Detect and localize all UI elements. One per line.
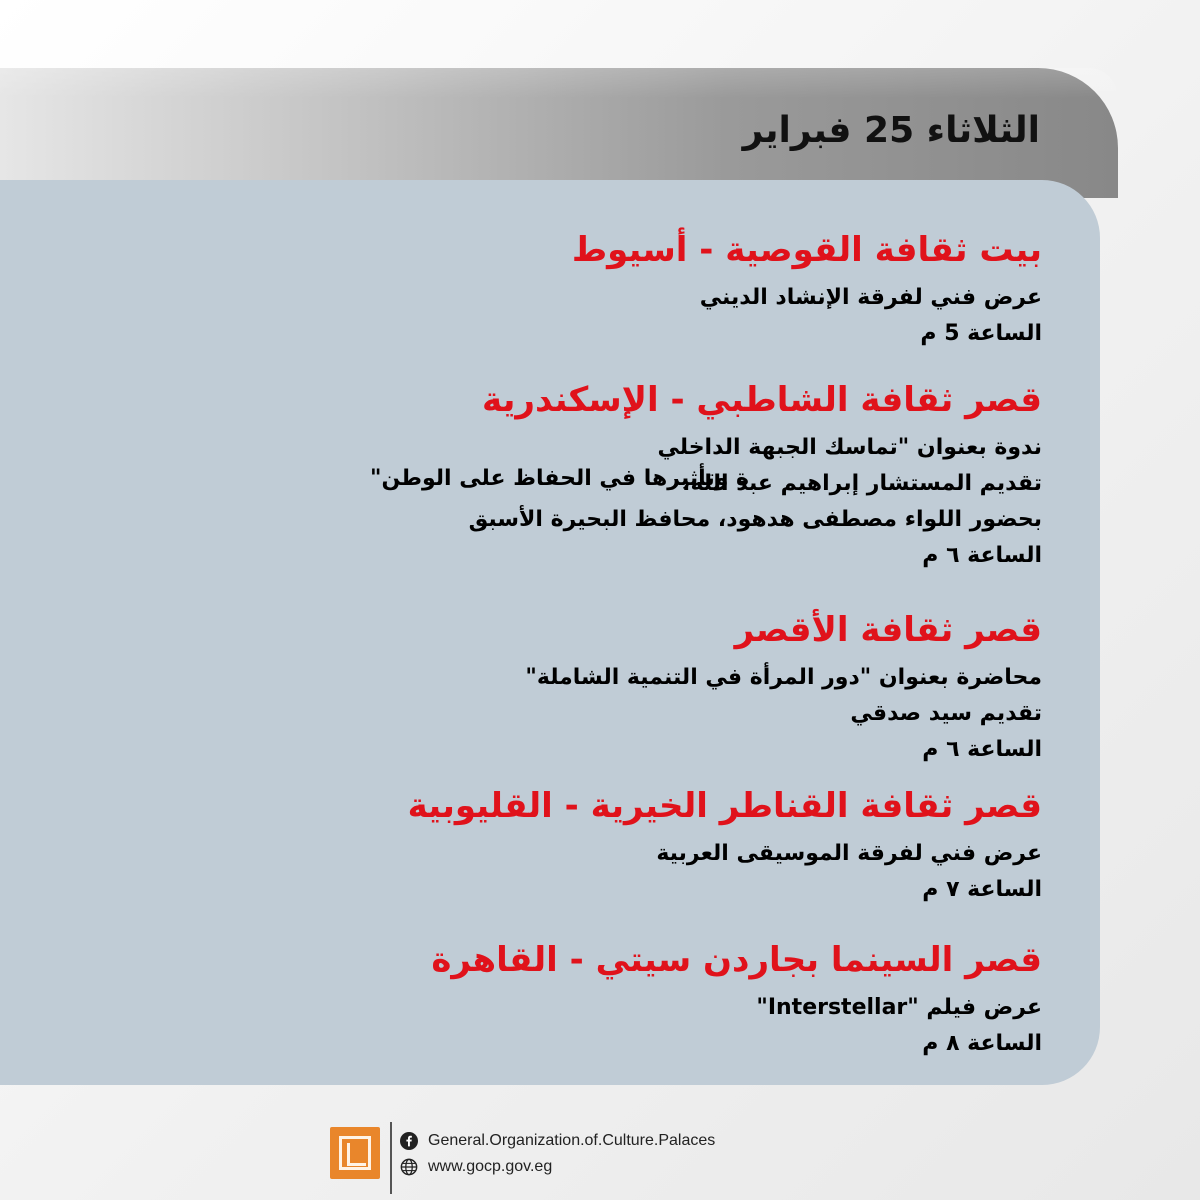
- event-time: الساعة ٧ م: [922, 877, 1042, 902]
- event-description: عرض فيلم "Interstellar": [756, 995, 1042, 1020]
- event-presenter: تقديم سيد صدقي: [850, 701, 1042, 726]
- venue-title: بيت ثقافة القوصية - أسيوط: [571, 230, 1042, 270]
- venue-title: قصر السينما بجاردن سيتي - القاهرة: [431, 940, 1042, 980]
- event-description: ندوة بعنوان "تماسك الجبهة الداخلي: [657, 435, 1042, 460]
- event-description: محاضرة بعنوان "دور المرأة في التنمية الشاملة": [525, 665, 1042, 690]
- facebook-icon: [400, 1132, 418, 1150]
- event-description: عرض فني لفرقة الإنشاد الديني: [699, 285, 1042, 310]
- venue-title: قصر ثقافة الأقصر: [734, 610, 1042, 650]
- globe-icon: [400, 1158, 418, 1176]
- facebook-page-name: General.Organization.of.Culture.Palaces: [428, 1132, 716, 1149]
- event-description: عرض فني لفرقة الموسيقى العربية: [656, 841, 1042, 866]
- logo: [330, 1127, 380, 1179]
- facebook-link[interactable]: [400, 1130, 715, 1152]
- footer-divider: [390, 1122, 392, 1194]
- event-description-continuation: ة وتأثيرها في الحفاظ على الوطن": [370, 466, 750, 491]
- event-time: الساعة 5 م: [920, 321, 1042, 346]
- event-time: الساعة ٦ م: [922, 737, 1042, 762]
- event-time: الساعة ٦ م: [922, 543, 1042, 568]
- page-title: الثلاثاء 25 فبراير: [742, 110, 1040, 151]
- event-time: الساعة ٨ م: [922, 1031, 1042, 1056]
- event-qusiya: [572, 228, 1042, 352]
- event-cinema-palace: [431, 938, 1042, 1062]
- event-presenter: تقديم المستشار إبراهيم عبد الله،: [682, 471, 1042, 496]
- website-url: www.gocp.gov.eg: [428, 1158, 553, 1175]
- event-attendance: بحضور اللواء مصطفى هدهود، محافظ البحيرة الأسبق: [468, 507, 1042, 532]
- website-link[interactable]: [400, 1156, 552, 1178]
- event-qanater: [408, 784, 1042, 908]
- venue-title: قصر ثقافة القناطر الخيرية - القليوبية: [407, 786, 1042, 826]
- venue-title: قصر ثقافة الشاطبي - الإسكندرية: [481, 380, 1042, 420]
- event-luxor: [525, 608, 1042, 768]
